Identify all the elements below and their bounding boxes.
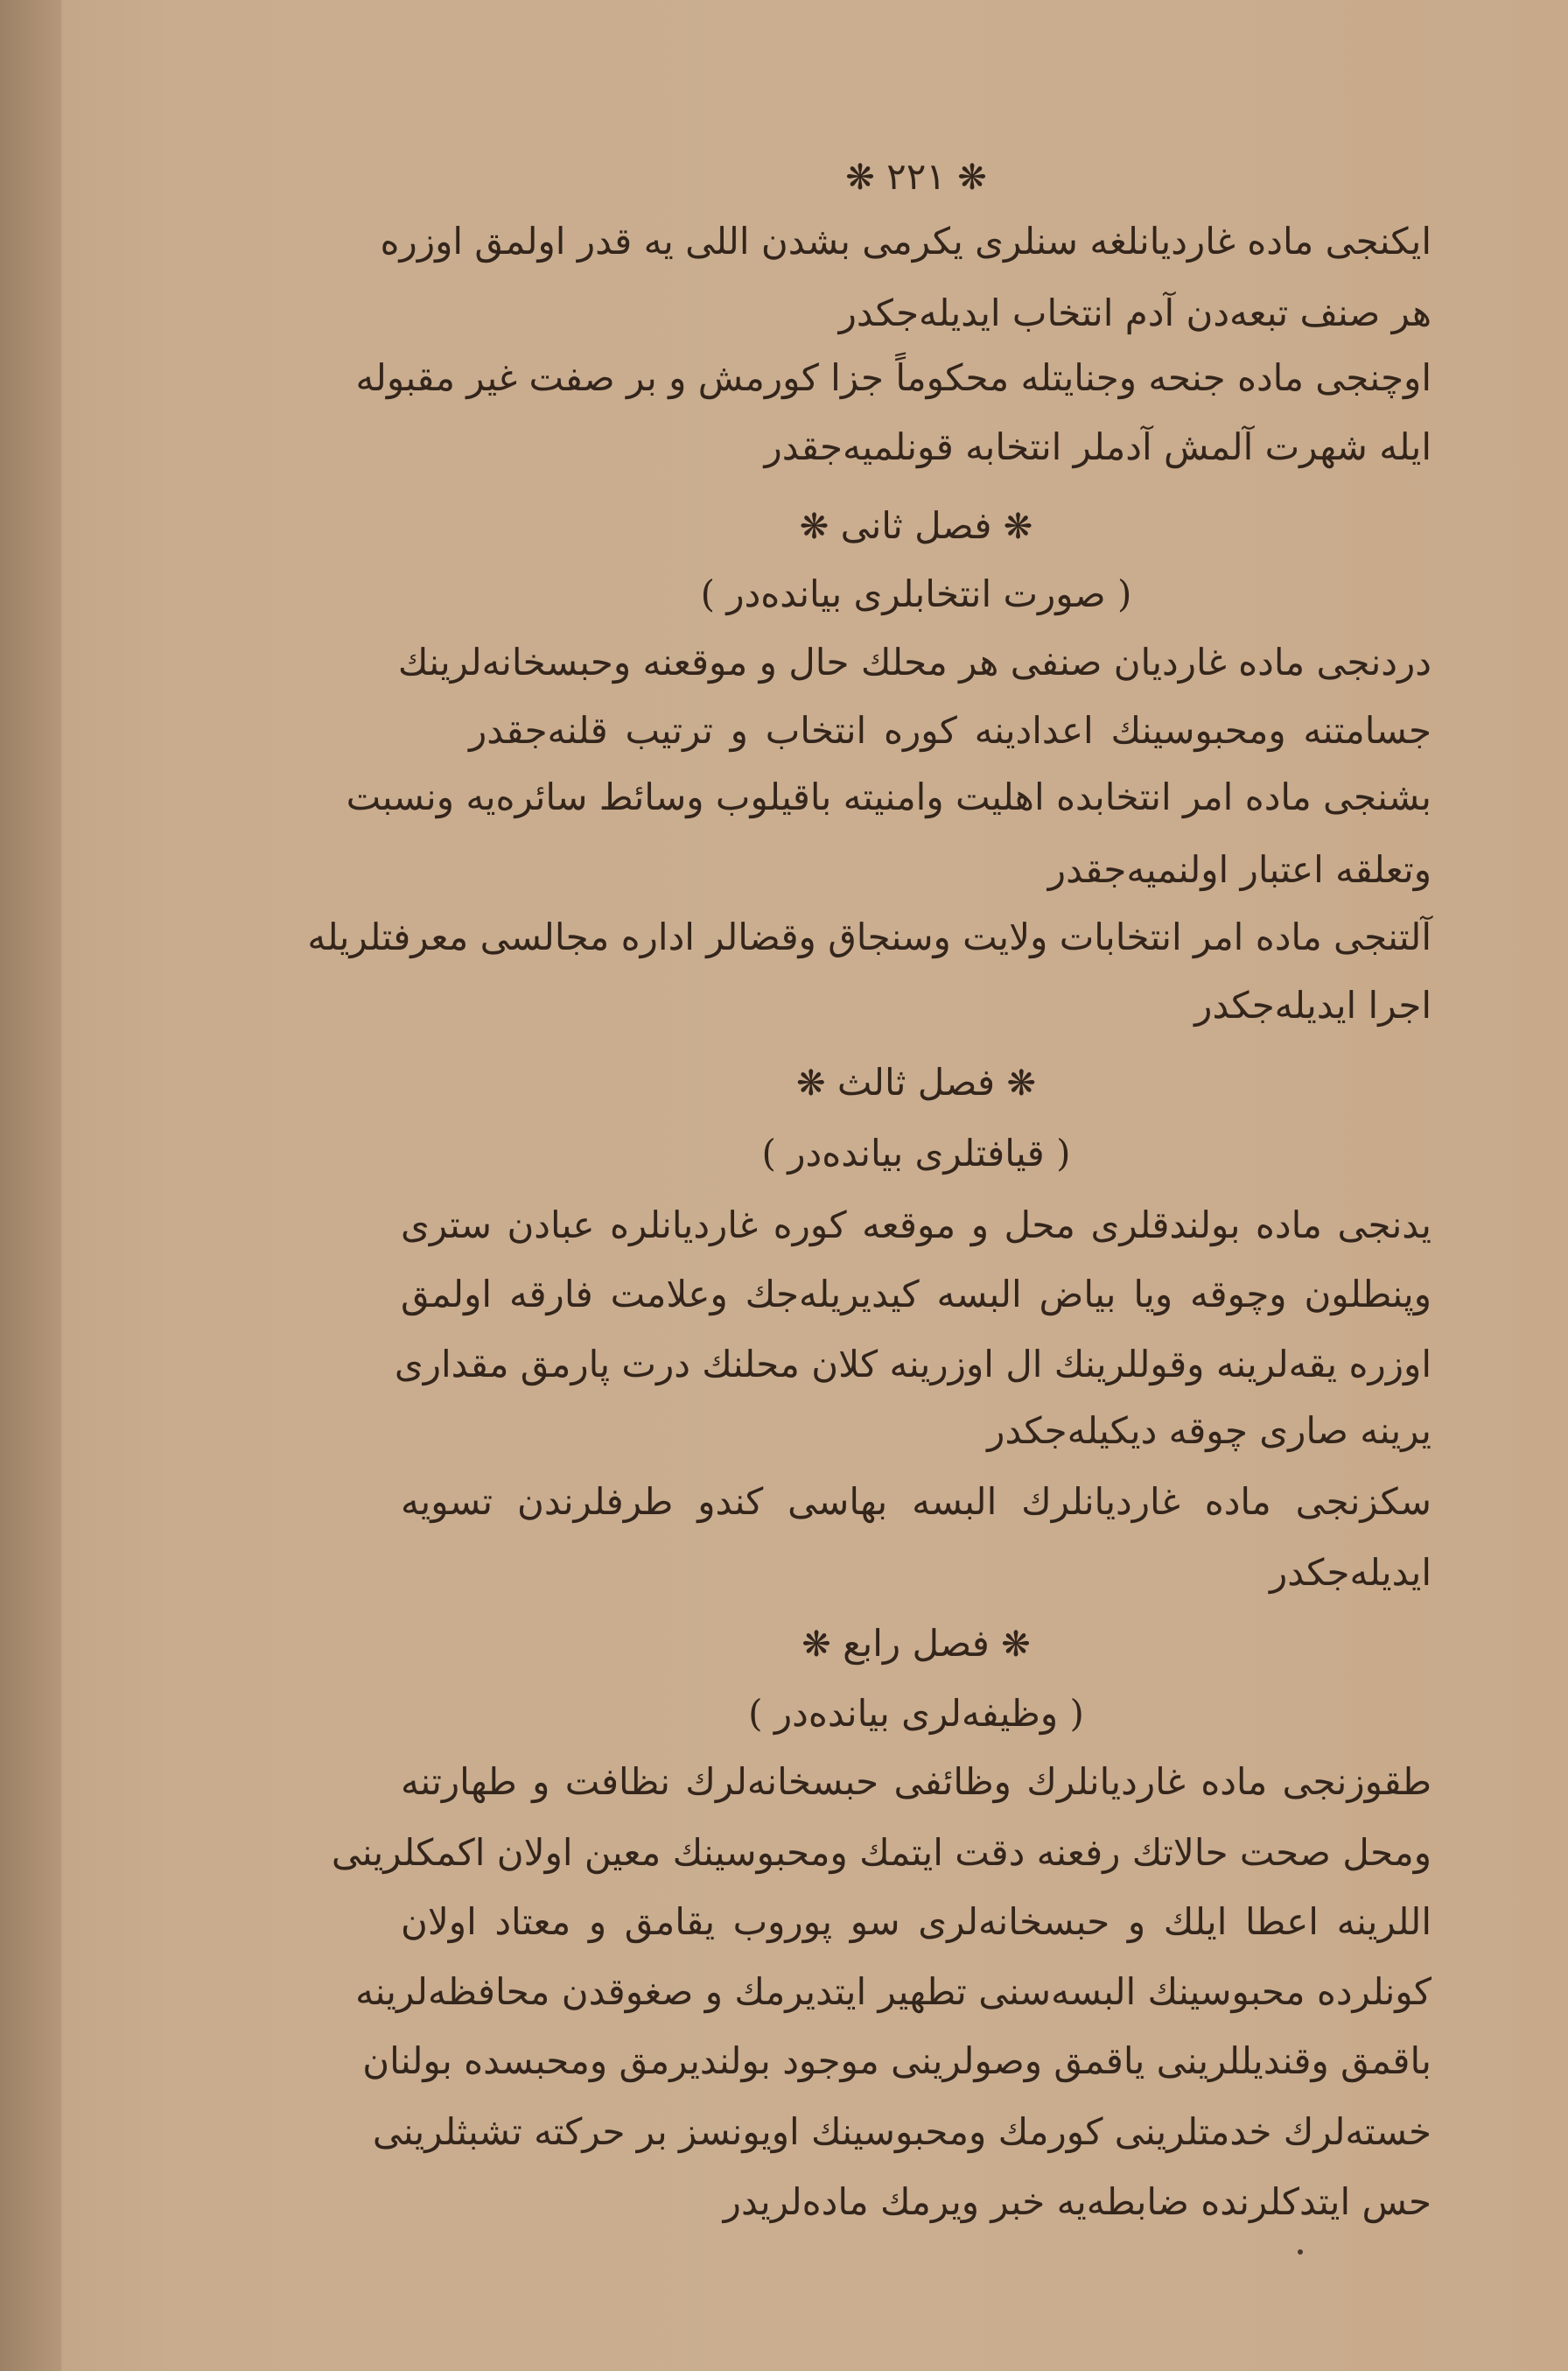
text-line: اللرینه اعطا ایلك و حبسخانه‌لری سو پوروب یقامق و معتاد اولان bbox=[401, 1900, 1432, 1943]
section-title bbox=[401, 500, 1432, 553]
text-line: دردنجی ماده غاردیان صنفی هر محلك حال و موقعنه وحبسخانه‌لرینك bbox=[397, 641, 1432, 684]
text-line: خسته‌لرك خدمتلرینی کورمك ومحبوسینك اویونسز بر حرکته تشبثلرینی bbox=[372, 2110, 1432, 2153]
text-line: وپنطلون وچوقه ویا بیاض البسه کیدیریله‌جك وعلامت فارقه اولمق bbox=[401, 1273, 1432, 1315]
text-line: ایکنجی ماده غاردیانلغه سنلری یکرمی بشدن اللی یه قدر اولمق اوزره bbox=[380, 220, 1432, 263]
section-title-text: فصل ثانی bbox=[840, 504, 992, 547]
text-line: طقوزنجی ماده غاردیانلرك وظائفی حبسخانه‌لرك نظافت و طهارتنه bbox=[401, 1760, 1432, 1803]
text-line: آلتنجی ماده امر انتخابات ولایت وسنجاق وقضالر اداره مجالسی معرفتلریله bbox=[307, 915, 1432, 958]
section-title-text: فصل رابع bbox=[843, 1622, 990, 1665]
text-line: ایدیله‌جکدر bbox=[1269, 1551, 1432, 1594]
text-line: جسامتنه ومحبوسینك اعدادینه کوره انتخاب و ترتیب قلنه‌جقدر bbox=[469, 709, 1432, 752]
ornament-icon: ❋ bbox=[796, 1063, 826, 1104]
text-line: یدنجی ماده بولندقلری محل و موقعه کوره غاردیانلره عبادن ستری bbox=[401, 1203, 1432, 1246]
section-title-text: فصل ثالث bbox=[836, 1061, 996, 1104]
ornament-icon: ❋ bbox=[1003, 507, 1033, 547]
section-subtitle: ( صورت انتخابلری بیانده‌در ) bbox=[700, 572, 1132, 615]
text-line: هر صنف تبعه‌دن آدم انتخاب ایدیله‌جکدر bbox=[838, 291, 1432, 334]
text-line: سکزنجی ماده غاردیانلرك البسه بهاسی کندو طرفلرندن تسویه bbox=[401, 1480, 1432, 1523]
page-number: ۲۲۱ bbox=[886, 155, 946, 198]
ornament-icon: ❋ bbox=[799, 507, 830, 547]
section-title bbox=[401, 1617, 1432, 1671]
text-line: بشنجی ماده امر انتخابده اهلیت وامنیته باقیلوب وسائط سائره‌یه ونسبت bbox=[346, 775, 1432, 818]
text-line: اوزره یقه‌لرینه وقوللرینك ال اوزرینه کلان محلنك درت پارمق مقداری bbox=[394, 1343, 1432, 1385]
text-line: باقمق وقندیللرینی یاقمق وصولرینی موجود بولندیرمق ومحبسده بولنان bbox=[362, 2039, 1432, 2082]
section-title bbox=[401, 1056, 1432, 1110]
text-line: ومحل صحت حالاتك رفعنه دقت ایتمك ومحبوسینك معین اولان اکمکلرینی bbox=[331, 1831, 1432, 1874]
section-subtitle: ( قیافتلری بیانده‌در ) bbox=[761, 1132, 1071, 1175]
ornament-icon: ❋ bbox=[845, 158, 875, 198]
text-line: کونلرده محبوسینك البسه‌سنی تطهیر ایتدیرمك و صغوقدن محافظه‌لرینه bbox=[355, 1970, 1432, 2013]
ornament-icon: ❋ bbox=[802, 1624, 831, 1665]
ink-speck bbox=[1298, 2249, 1303, 2255]
ornament-icon: ❋ bbox=[957, 158, 987, 198]
section-subtitle: ( وظیفه‌لری بیانده‌در ) bbox=[748, 1692, 1084, 1735]
ornament-icon: ❋ bbox=[1001, 1624, 1031, 1665]
text-line: اوچنجی ماده جنحه وجنایتله محکوماً جزا کورمش و بر صفت غیر مقبوله bbox=[355, 356, 1432, 399]
text-line: وتعلقه اعتبار اولنمیه‌جقدر bbox=[1047, 848, 1432, 891]
page-header bbox=[401, 151, 1432, 204]
ornament-icon: ❋ bbox=[1006, 1063, 1036, 1104]
text-line: حس ایتدکلرنده ضابطه‌یه خبر ویرمك ماده‌لریدر bbox=[723, 2180, 1432, 2223]
text-line: ایله شهرت آلمش آدملر انتخابه قونلمیه‌جقدر bbox=[764, 425, 1432, 468]
text-line: اجرا ایدیله‌جکدر bbox=[1194, 984, 1432, 1027]
text-line: یرینه صاری چوقه دیکیله‌جکدر bbox=[987, 1409, 1432, 1452]
